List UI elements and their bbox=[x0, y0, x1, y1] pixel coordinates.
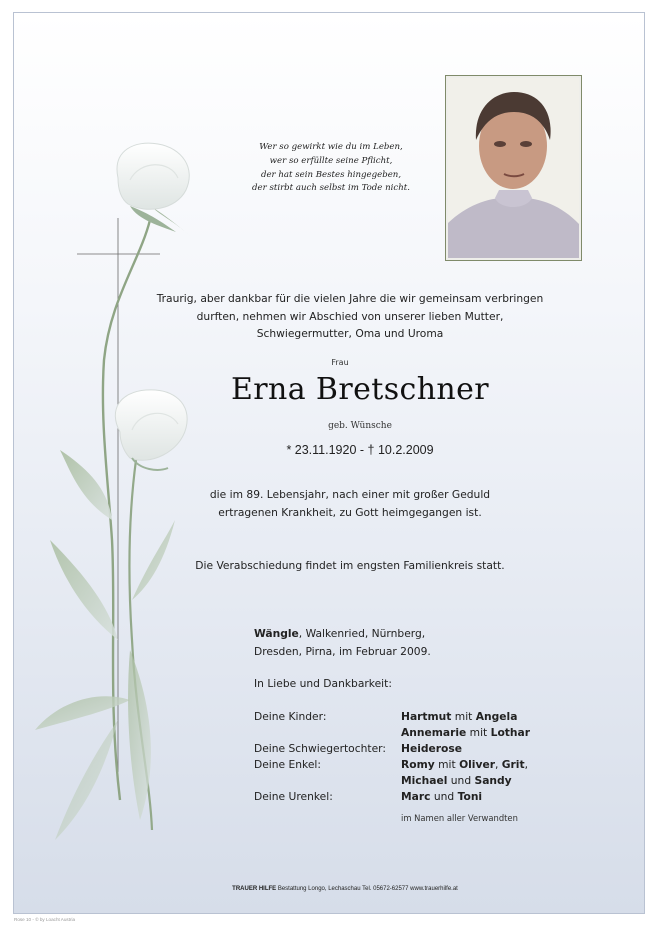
mourner-label: Deine Urenkel: bbox=[254, 790, 333, 804]
mourner-connector: und bbox=[447, 774, 475, 788]
mourner-connector: mit bbox=[434, 758, 460, 772]
place-rest: , Walkenried, Nürnberg, bbox=[298, 627, 426, 640]
place-and-date bbox=[254, 625, 431, 660]
intro-text bbox=[148, 290, 552, 343]
mourner-name: Hartmut bbox=[401, 710, 452, 723]
mourner-name: Oliver bbox=[459, 758, 495, 772]
deceased-name: Erna Bretschner bbox=[230, 372, 490, 407]
mourner-row bbox=[254, 773, 594, 789]
verse-line: Wer so gewirkt wie du im Leben, bbox=[259, 142, 403, 152]
farewell-notice: Die Verabschiedung findet im engsten Familienkreis statt. bbox=[195, 559, 505, 572]
mourner-name: Annemarie bbox=[401, 726, 467, 740]
place-line: Dresden, Pirna, im Februar 2009. bbox=[254, 644, 431, 658]
mourner-name: Angela bbox=[475, 710, 518, 723]
mourner-name: Sandy bbox=[474, 774, 512, 788]
mourner-name: Heiderose bbox=[401, 742, 462, 756]
mourner-name: Toni bbox=[457, 790, 483, 804]
footer-brand: TRAUER HILFE bbox=[232, 886, 277, 892]
mourner-row bbox=[254, 725, 594, 741]
intro-line: durften, nehmen wir Abschied von unserer lieben Mutter, bbox=[196, 309, 504, 323]
verse-line: der stirbt auch selbst im Tode nicht. bbox=[252, 183, 410, 194]
mourner-connector: mit bbox=[466, 726, 491, 740]
mourner-label: Deine Enkel: bbox=[254, 758, 321, 772]
template-credit: Rose 10 - © by Loacht Austria bbox=[14, 917, 76, 922]
mourner-names bbox=[401, 709, 517, 725]
mourner-name: Michael bbox=[401, 774, 448, 788]
verse-line: wer so erfüllte seine Pflicht, bbox=[269, 155, 393, 166]
intro-line: Traurig, aber dankbar für die vielen Jahre die wir gemeinsam verbringen bbox=[156, 292, 544, 305]
mourner-connector: , bbox=[494, 758, 502, 772]
mourners-list bbox=[254, 709, 594, 806]
salutation: Frau bbox=[331, 358, 349, 367]
mourner-name: Romy bbox=[401, 758, 435, 772]
mourner-label: Deine Schwiegertochter: bbox=[254, 742, 386, 756]
funeral-home-footer bbox=[175, 886, 515, 892]
mourner-connector: mit bbox=[451, 710, 476, 723]
memorial-verse bbox=[200, 141, 462, 196]
mourner-row bbox=[254, 709, 594, 725]
intro-line: Schwiegermutter, Oma und Uroma bbox=[256, 327, 444, 340]
mourner-names bbox=[401, 741, 462, 757]
mourner-connector: , bbox=[524, 758, 528, 772]
life-dates: * 23.11.1920 - † 10.2.2009 bbox=[286, 443, 434, 457]
mourner-name: Marc bbox=[401, 790, 431, 804]
mourner-names bbox=[401, 725, 530, 741]
mourner-row bbox=[254, 789, 594, 805]
portrait-photo bbox=[445, 75, 582, 261]
mourner-connector: und bbox=[430, 790, 458, 804]
mourner-row bbox=[254, 757, 594, 773]
mourner-label bbox=[254, 773, 401, 789]
place-bold: Wängle bbox=[254, 627, 299, 640]
mourner-names bbox=[401, 789, 482, 805]
mourner-name: Grit bbox=[501, 758, 525, 772]
on-behalf-note: im Namen aller Verwandten bbox=[401, 813, 518, 823]
place-line bbox=[254, 625, 431, 643]
passing-line: ertragenen Krankheit, zu Gott heimgegangen ist. bbox=[218, 505, 482, 519]
mourner-row bbox=[254, 741, 594, 757]
passing-text bbox=[148, 486, 552, 521]
mourner-name: Lothar bbox=[490, 726, 531, 740]
maiden-name: geb. Wünsche bbox=[328, 421, 392, 431]
verse-line: der hat sein Bestes hingegeben, bbox=[260, 169, 402, 180]
footer-contact: Bestattung Longo, Lechaschau Tel. 05672-62577 www.trauerhilfe.at bbox=[276, 886, 458, 892]
mourner-names bbox=[401, 773, 512, 789]
closing-phrase: In Liebe und Dankbarkeit: bbox=[254, 677, 392, 690]
mourner-label: Deine Kinder: bbox=[254, 710, 327, 723]
mourner-label bbox=[254, 725, 401, 741]
passing-line: die im 89. Lebensjahr, nach einer mit großer Geduld bbox=[209, 488, 491, 501]
mourner-names bbox=[401, 757, 528, 773]
